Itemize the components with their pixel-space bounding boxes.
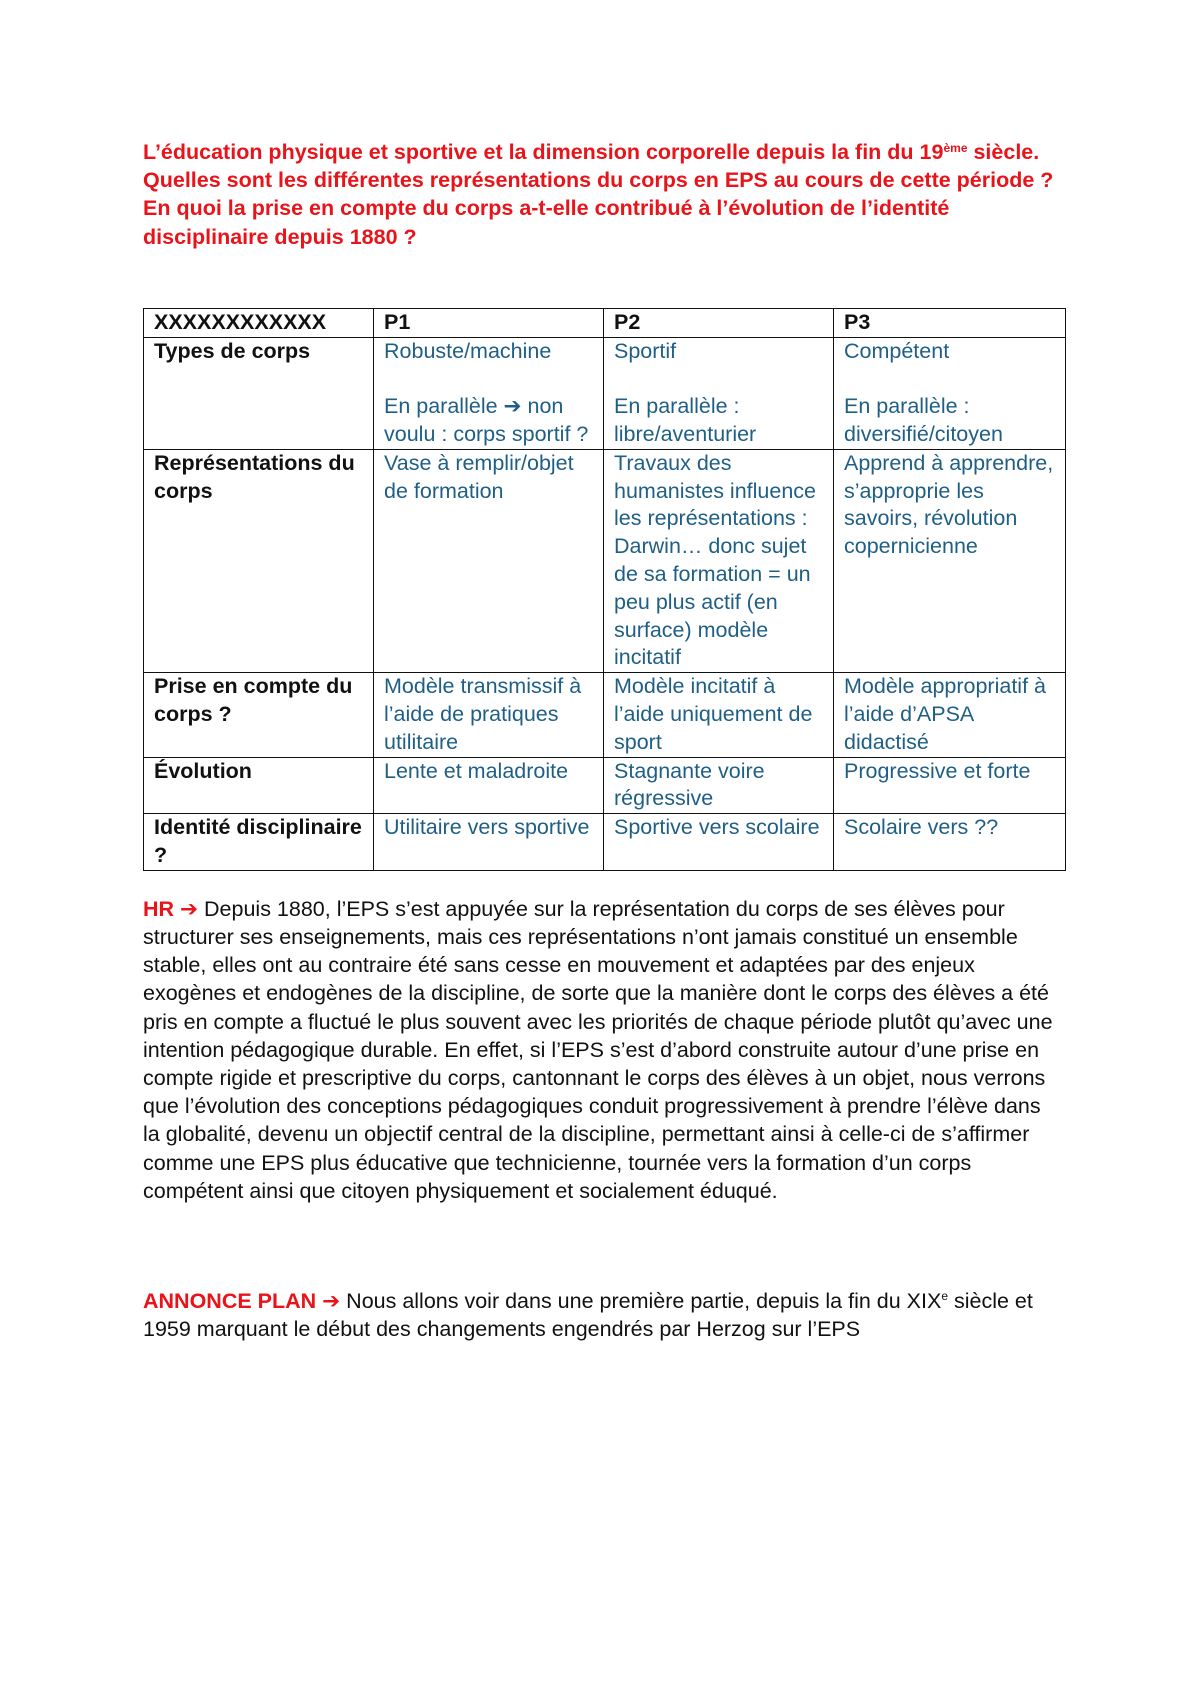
cell-text-part: En parallèle — [384, 394, 504, 419]
table-row — [144, 757, 1066, 814]
header-cell: P3 — [834, 308, 1066, 337]
table-cell: Utilitaire vers sportive — [374, 814, 604, 871]
plan-label: ANNONCE PLAN — [143, 1288, 323, 1313]
hr-text: Depuis 1880, l’EPS s’est appuyée sur la représentation du corps de ses élèves pour structurer ses enseignements, mais ces représentations n’ont jamais constitué un ensemble stable, elles ont au contraire été sans cesse en mouvement et adaptées par des enjeux exogènes et endogènes de la discipline, de sorte que la manière dont le corps des élèves a été pris en compte a fluctué le plus souvent avec les priorités de chaque période plutôt qu’avec une intention pédagogique durable. En effet, si l’EPS s’est d’abord construite autour d’une prise en compte rigide et prescriptive du corps, cantonnant le corps des élèves à un objet, nous verrons que l’évolution des conceptions pédagogiques conduit progressivement à prendre l’élève dans la globalité, devenu un objectif central de la discipline, permettant ainsi à celle-ci de s’affirmer comme une EPS plus éducative que technicienne, tournée vers la formation d’un corps compétent ainsi que citoyen physiquement et socialement éduqué. — [143, 896, 1053, 1203]
question-2: En quoi la prise en compte du corps a-t-elle contribué à l’évolution de l’identité disciplinaire depuis 1880 ? — [143, 196, 950, 249]
table-cell: Scolaire vers ?? — [834, 814, 1066, 871]
table-row — [144, 337, 1066, 449]
plan-paragraph — [143, 1287, 1063, 1343]
table-cell: Sportive vers scolaire — [604, 814, 834, 871]
hr-paragraph — [143, 895, 1063, 1205]
title-century: 19 — [919, 140, 944, 164]
arrow-icon: ➔ — [503, 394, 522, 419]
cell-text: Robuste/machine — [384, 338, 552, 363]
title-superscript: ème — [943, 141, 968, 155]
row-label: Représentations du corps — [144, 449, 374, 672]
title-text: L’éducation physique et sportive et la dimension corporelle depuis la fin du — [143, 140, 914, 164]
hr-label: HR — [143, 896, 181, 921]
arrow-icon: ➔ — [322, 1288, 341, 1313]
document-title — [143, 138, 1063, 251]
cell-text: Sportif — [614, 338, 677, 363]
header-cell: XXXXXXXXXXXX — [144, 308, 374, 337]
table-cell: Apprend à apprendre, s’approprie les savoirs, révolution copernicienne — [834, 449, 1066, 672]
table-cell: Travaux des humanistes influence les représentations : Darwin… donc sujet de sa formation = un peu plus actif (en surface) modèle incitatif — [604, 449, 834, 672]
table-cell — [374, 337, 604, 449]
plan-text: Nous allons voir dans une première partie, depuis la fin du XIX — [340, 1288, 942, 1313]
row-label: Identité disciplinaire ? — [144, 814, 374, 871]
table-cell: Vase à remplir/objet de formation — [374, 449, 604, 672]
document-page — [143, 138, 1063, 1343]
cell-text: En parallèle : diversifié/citoyen — [844, 394, 1003, 446]
table-header-row — [144, 308, 1066, 337]
table-cell: Lente et maladroite — [374, 757, 604, 814]
row-label: Évolution — [144, 757, 374, 814]
title-line — [143, 138, 1063, 166]
title-text-end: siècle. — [967, 140, 1040, 164]
table-cell: Modèle appropriatif à l’aide d’APSA didactisé — [834, 673, 1066, 757]
table-cell: Stagnante voire régressive — [604, 757, 834, 814]
table-cell — [604, 337, 834, 449]
header-cell: P2 — [604, 308, 834, 337]
row-label: Prise en compte du corps ? — [144, 673, 374, 757]
plan-text: siècle et 1959 marquant le début des changements engendrés par Herzog sur l’EPS — [143, 1288, 1033, 1342]
table-cell: Modèle incitatif à l’aide uniquement de sport — [604, 673, 834, 757]
row-label: Types de corps — [144, 337, 374, 449]
header-cell: P1 — [374, 308, 604, 337]
table-cell: Modèle transmissif à l’aide de pratiques utilitaire — [374, 673, 604, 757]
comparison-table — [143, 308, 1066, 871]
cell-text-part: non voulu : corps sportif ? — [384, 394, 589, 446]
table-row — [144, 814, 1066, 871]
table-row — [144, 449, 1066, 672]
cell-text — [384, 393, 597, 449]
arrow-icon: ➔ — [180, 896, 199, 921]
table-row — [144, 673, 1066, 757]
plan-superscript: e — [941, 1288, 949, 1303]
table-cell — [834, 337, 1066, 449]
cell-text: Compétent — [844, 338, 950, 363]
question-1: Quelles sont les différentes représentations du corps en EPS au cours de cette période ? — [143, 168, 1054, 193]
cell-text: En parallèle : libre/aventurier — [614, 394, 757, 446]
table-cell: Progressive et forte — [834, 757, 1066, 814]
